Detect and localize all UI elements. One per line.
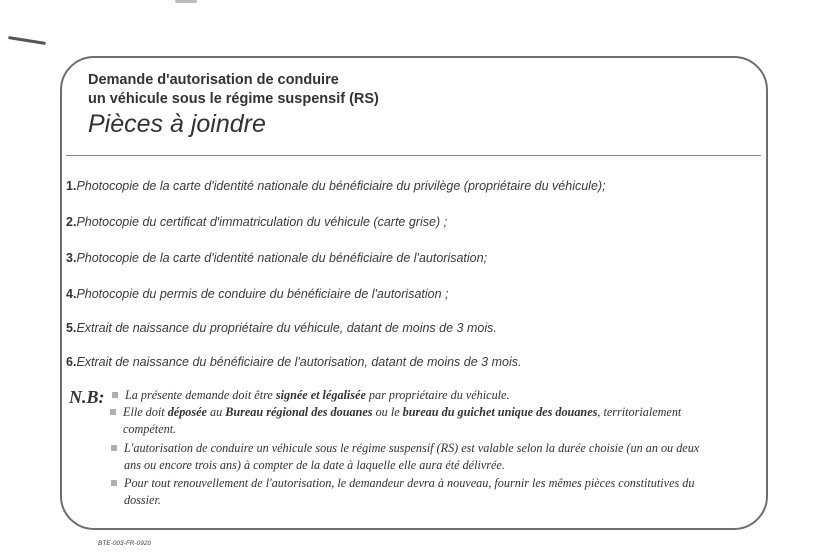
note-text: Elle doit: [123, 405, 168, 419]
item-number: 1.: [66, 179, 77, 193]
note-emphasis: déposée: [167, 405, 207, 419]
note-text: , territorialement: [597, 405, 682, 419]
bullet-icon: [110, 409, 116, 415]
item-text: Photocopie de la carte d'identité nationale du bénéficiaire de l'autorisation;: [76, 251, 488, 265]
item-number: 6.: [66, 355, 77, 369]
item-text: Photocopie de la carte d'identité nationale du bénéficiaire du privilège (propriétaire du véhicule);: [76, 179, 606, 193]
note-text: Pour tout renouvellement de l'autorisation, le demandeur devra à nouveau, fournir les mêmes pièces constitutives du: [124, 476, 695, 490]
note-1: [125, 387, 510, 404]
document-header: [88, 71, 379, 138]
item-number: 3.: [66, 251, 77, 265]
scan-smudge: [175, 0, 197, 3]
header-divider: [66, 155, 761, 156]
bullet-icon: [112, 392, 118, 398]
nb-label: N.B:: [69, 387, 105, 407]
note-emphasis: Bureau régional des douanes: [225, 405, 373, 419]
item-text: Photocopie du permis de conduire du bénéficiaire de l'autorisation ;: [76, 287, 449, 301]
note-emphasis: bureau du guichet unique des douanes: [402, 405, 598, 419]
list-item: [66, 215, 447, 229]
note-text: L'autorisation de conduire un véhicule sous le régime suspensif (RS) est valable selon la durée choisie (un an ou deux: [124, 441, 700, 455]
item-number: 5.: [66, 321, 77, 335]
title-line-2: un véhicule sous le régime suspensif (RS): [88, 91, 379, 107]
note-text: compétent.: [123, 422, 177, 436]
title-line-1: Demande d'autorisation de conduire: [88, 72, 339, 88]
note-emphasis: signée et légalisée: [275, 388, 366, 402]
item-text: Extrait de naissance du bénéficiaire de l'autorisation, datant de moins de 3 mois.: [76, 355, 522, 369]
page-subtitle: Pièces à joindre: [88, 110, 266, 138]
item-text: Extrait de naissance du propriétaire du véhicule, datant de moins de 3 mois.: [76, 321, 497, 335]
note-text: dossier.: [124, 493, 161, 507]
list-item: [66, 321, 497, 335]
list-item: [66, 251, 487, 265]
item-number: 4.: [66, 287, 77, 301]
bullet-icon: [111, 480, 117, 486]
item-text: Photocopie du certificat d'immatriculation du véhicule (carte grise) ;: [76, 215, 448, 229]
note-text: par propriétaire du véhicule.: [365, 388, 510, 402]
list-item: [66, 179, 606, 193]
document-code: BTE-003-FR-0920: [98, 540, 152, 547]
note-text: La présente demande doit être: [125, 388, 276, 402]
bullet-icon: [111, 445, 117, 451]
note-3: [124, 440, 769, 474]
note-4: [124, 475, 769, 509]
note-text: au: [206, 405, 226, 419]
item-number: 2.: [66, 215, 77, 229]
scan-mark: [8, 36, 46, 45]
note-text: ou le: [372, 405, 403, 419]
note-text: ans ou encore trois ans) à compter de la date à laquelle elle aura été délivrée.: [124, 458, 505, 472]
list-item: [66, 355, 521, 369]
list-item: [66, 287, 449, 301]
note-2: [123, 404, 763, 438]
